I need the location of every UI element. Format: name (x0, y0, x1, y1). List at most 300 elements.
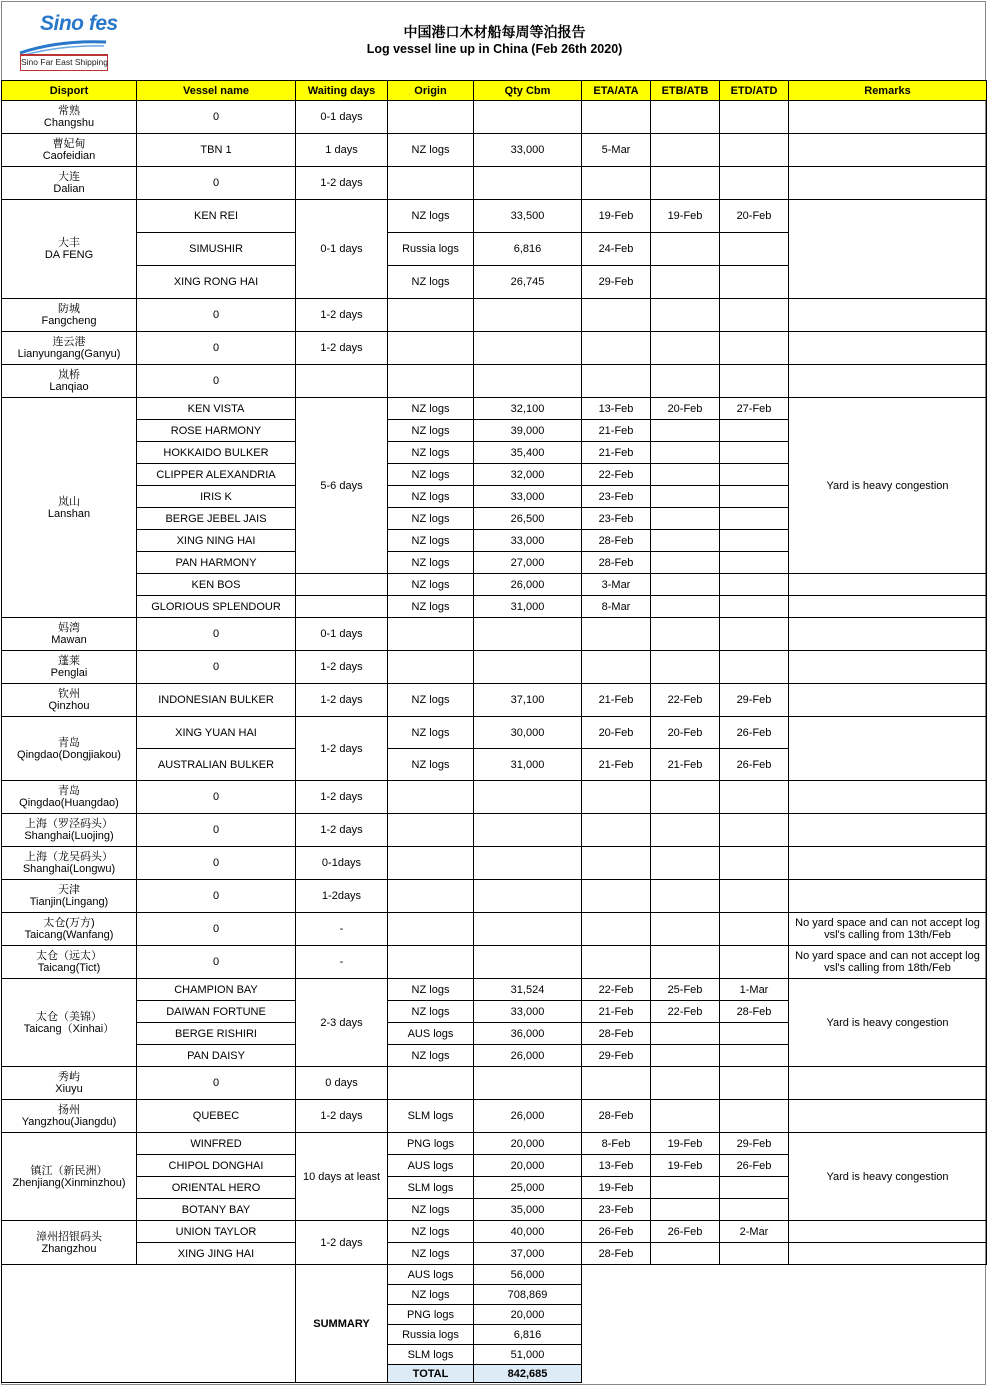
origin-cell (388, 167, 474, 200)
eta-cell: 28-Feb (582, 552, 651, 574)
waiting-days-cell: 0-1days (296, 847, 388, 880)
qty-cell: 33,000 (474, 486, 582, 508)
etd-cell (720, 946, 789, 979)
waiting-days-cell: 0-1 days (296, 101, 388, 134)
eta-cell: 13-Feb (582, 398, 651, 420)
etd-cell: 1-Mar (720, 979, 789, 1001)
etb-cell (651, 233, 720, 266)
disport-name-en: Xiuyu (55, 1083, 83, 1095)
waiting-days-cell: 0-1 days (296, 618, 388, 651)
etd-cell (720, 1100, 789, 1133)
qty-cell: 36,000 (474, 1023, 582, 1045)
etb-cell (651, 464, 720, 486)
qty-cell: 32,000 (474, 464, 582, 486)
qty-cell: 33,000 (474, 1001, 582, 1023)
waiting-days-cell: 1-2 days (296, 781, 388, 814)
disport-cell (2, 880, 137, 913)
col-header-etb: ETB/ATB (651, 81, 720, 101)
qty-cell: 26,745 (474, 266, 582, 299)
disport-cell (2, 1221, 137, 1265)
remarks-cell (789, 134, 987, 167)
summary-total-label: TOTAL (388, 1365, 474, 1383)
eta-cell: 22-Feb (582, 464, 651, 486)
summary-origin: PNG logs (388, 1305, 474, 1325)
col-header-remarks: Remarks (789, 81, 987, 101)
etd-cell (720, 1067, 789, 1100)
disport-name-en: Mawan (51, 634, 87, 646)
table-row (2, 101, 987, 134)
table-row (2, 717, 987, 749)
disport-cell (2, 134, 137, 167)
etb-cell (651, 486, 720, 508)
disport-name-en: Qingdao(Huangdao) (19, 797, 119, 809)
disport-name-cn: 大丰 (58, 237, 80, 249)
origin-cell (388, 880, 474, 913)
qty-cell: 26,000 (474, 1100, 582, 1133)
waiting-days-cell: 1 days (296, 134, 388, 167)
summary-row (2, 1265, 987, 1285)
etd-cell (720, 332, 789, 365)
vessel-name-cell: KEN VISTA (137, 398, 296, 420)
remarks-cell (789, 1100, 987, 1133)
etb-cell (651, 332, 720, 365)
disport-name-cn: 防城 (58, 303, 80, 315)
eta-cell (582, 781, 651, 814)
vessel-name-cell: CHAMPION BAY (137, 979, 296, 1001)
eta-cell: 3-Mar (582, 574, 651, 596)
eta-cell: 19-Feb (582, 1177, 651, 1199)
remarks-cell (789, 167, 987, 200)
disport-name-cn: 上海（罗泾码头） (25, 818, 113, 830)
eta-cell: 21-Feb (582, 1001, 651, 1023)
etb-cell: 21-Feb (651, 749, 720, 781)
disport-name-cn: 妈湾 (58, 622, 80, 634)
etd-cell (720, 651, 789, 684)
vessel-name-cell: BERGE JEBEL JAIS (137, 508, 296, 530)
vessel-name-cell: HOKKAIDO BULKER (137, 442, 296, 464)
qty-cell (474, 1067, 582, 1100)
qty-cell: 20,000 (474, 1133, 582, 1155)
vessel-name-cell: 0 (137, 814, 296, 847)
qty-cell (474, 618, 582, 651)
remarks-cell: Yard is heavy congestion (789, 979, 987, 1067)
remarks-cell (789, 814, 987, 847)
waiting-days-cell: 1-2 days (296, 651, 388, 684)
disport-name-en: Taicang(Wanfang) (24, 929, 114, 941)
eta-cell (582, 101, 651, 134)
waiting-days-cell: 0-1 days (296, 200, 388, 299)
table-row (2, 332, 987, 365)
etb-cell (651, 781, 720, 814)
disport-name-en: Lanqiao (49, 381, 89, 393)
origin-cell: NZ logs (388, 1221, 474, 1243)
disport-name-cn: 漳州招银码头 (36, 1230, 102, 1243)
etb-cell (651, 508, 720, 530)
remarks-cell (789, 574, 987, 596)
origin-cell: NZ logs (388, 464, 474, 486)
etb-cell: 22-Feb (651, 684, 720, 717)
remarks-cell (789, 880, 987, 913)
disport-name-cn: 青岛 (58, 785, 80, 797)
eta-cell (582, 946, 651, 979)
disport-name-en: Caofeidian (42, 150, 96, 162)
disport-cell (2, 101, 137, 134)
etb-cell: 26-Feb (651, 1221, 720, 1243)
waiting-days-cell: 1-2days (296, 880, 388, 913)
origin-cell (388, 651, 474, 684)
disport-name-en: Dalian (53, 183, 85, 195)
origin-cell (388, 814, 474, 847)
etb-cell (651, 552, 720, 574)
summary-origin: AUS logs (388, 1265, 474, 1285)
eta-cell: 24-Feb (582, 233, 651, 266)
waiting-days-cell: - (296, 946, 388, 979)
summary-origin: NZ logs (388, 1285, 474, 1305)
remarks-cell (789, 1221, 987, 1243)
disport-name-en: Penglai (50, 667, 88, 679)
vessel-name-cell: GLORIOUS SPLENDOUR (137, 596, 296, 618)
disport-cell (2, 1100, 137, 1133)
disport-cell (2, 946, 137, 979)
table-row (2, 913, 987, 946)
etd-cell: 26-Feb (720, 717, 789, 749)
table-row (2, 596, 987, 618)
waiting-days-cell: 0 days (296, 1067, 388, 1100)
vessel-name-cell: XING NING HAI (137, 530, 296, 552)
table-row (2, 781, 987, 814)
qty-cell (474, 946, 582, 979)
origin-cell (388, 1067, 474, 1100)
table-row (2, 134, 987, 167)
vessel-name-cell: 0 (137, 101, 296, 134)
origin-cell: AUS logs (388, 1023, 474, 1045)
etd-cell (720, 530, 789, 552)
vessel-name-cell: IRIS K (137, 486, 296, 508)
summary-spacer (2, 1265, 296, 1383)
etd-cell (720, 1045, 789, 1067)
qty-cell: 35,000 (474, 1199, 582, 1221)
etb-cell (651, 299, 720, 332)
eta-cell: 21-Feb (582, 749, 651, 781)
waiting-days-cell (296, 596, 388, 618)
disport-name-cn: 太仓（远太） (36, 950, 102, 962)
etd-cell (720, 574, 789, 596)
etd-cell (720, 233, 789, 266)
vessel-name-cell: QUEBEC (137, 1100, 296, 1133)
etb-cell: 20-Feb (651, 398, 720, 420)
remarks-cell: Yard is heavy congestion (789, 398, 987, 574)
etb-cell: 22-Feb (651, 1001, 720, 1023)
etb-cell (651, 1023, 720, 1045)
disport-cell (2, 913, 137, 946)
disport-cell (2, 200, 137, 299)
vessel-name-cell: 0 (137, 847, 296, 880)
etd-cell: 2-Mar (720, 1221, 789, 1243)
summary-qty: 708,869 (474, 1285, 582, 1305)
waiting-days-cell: 1-2 days (296, 299, 388, 332)
disport-name-cn: 天津 (58, 884, 80, 896)
report-title-en: Log vessel line up in China (Feb 26th 2020) (366, 42, 623, 56)
origin-cell: NZ logs (388, 717, 474, 749)
origin-cell: NZ logs (388, 684, 474, 717)
disport-name-cn: 岚桥 (58, 369, 80, 381)
etd-cell (720, 618, 789, 651)
origin-cell: NZ logs (388, 442, 474, 464)
vessel-name-cell: AUSTRALIAN BULKER (137, 749, 296, 781)
disport-name-cn: 岚山 (58, 495, 80, 508)
eta-cell: 13-Feb (582, 1155, 651, 1177)
qty-cell: 26,500 (474, 508, 582, 530)
origin-cell (388, 946, 474, 979)
waiting-days-cell: 1-2 days (296, 1221, 388, 1265)
remarks-cell (789, 596, 987, 618)
summary-label: SUMMARY (296, 1265, 388, 1383)
remarks-cell (789, 651, 987, 684)
vessel-name-cell: XING RONG HAI (137, 266, 296, 299)
etd-cell (720, 134, 789, 167)
origin-cell: NZ logs (388, 530, 474, 552)
table-row (2, 684, 987, 717)
qty-cell: 35,400 (474, 442, 582, 464)
qty-cell (474, 847, 582, 880)
eta-cell (582, 167, 651, 200)
logo-wordmark: Sino fes (40, 12, 118, 35)
qty-cell: 33,500 (474, 200, 582, 233)
origin-cell (388, 847, 474, 880)
remarks-cell (789, 365, 987, 398)
eta-cell (582, 880, 651, 913)
waiting-days-cell: 2-3 days (296, 979, 388, 1067)
eta-cell: 23-Feb (582, 508, 651, 530)
etd-cell (720, 1023, 789, 1045)
eta-cell: 23-Feb (582, 486, 651, 508)
origin-cell: NZ logs (388, 508, 474, 530)
disport-name-cn: 蓬莱 (58, 655, 80, 667)
vessel-name-cell: ORIENTAL HERO (137, 1177, 296, 1199)
disport-name-en: Zhangzhou (41, 1242, 97, 1255)
table-row (2, 1221, 987, 1243)
etd-cell: 29-Feb (720, 1133, 789, 1155)
remarks-cell (789, 781, 987, 814)
disport-cell (2, 979, 137, 1067)
col-header-disport: Disport (2, 81, 137, 101)
etb-cell: 19-Feb (651, 200, 720, 233)
remarks-cell (789, 1067, 987, 1100)
etb-cell: 20-Feb (651, 717, 720, 749)
remarks-cell (789, 200, 987, 299)
vessel-name-cell: 0 (137, 913, 296, 946)
eta-cell: 28-Feb (582, 1100, 651, 1133)
vessel-name-cell: TBN 1 (137, 134, 296, 167)
origin-cell (388, 365, 474, 398)
eta-cell: 21-Feb (582, 442, 651, 464)
qty-cell (474, 880, 582, 913)
eta-cell (582, 913, 651, 946)
disport-cell (2, 814, 137, 847)
disport-cell (2, 365, 137, 398)
eta-cell: 21-Feb (582, 420, 651, 442)
vessel-name-cell: KEN BOS (137, 574, 296, 596)
etb-cell (651, 1100, 720, 1133)
etd-cell (720, 365, 789, 398)
qty-cell (474, 913, 582, 946)
summary-blank (582, 1265, 987, 1383)
waiting-days-cell: 1-2 days (296, 814, 388, 847)
vessel-name-cell: PAN DAISY (137, 1045, 296, 1067)
summary-qty: 51,000 (474, 1345, 582, 1365)
etd-cell (720, 464, 789, 486)
etb-cell (651, 1177, 720, 1199)
waiting-days-cell: 1-2 days (296, 684, 388, 717)
vessel-name-cell: XING YUAN HAI (137, 717, 296, 749)
qty-cell (474, 781, 582, 814)
etb-cell (651, 880, 720, 913)
eta-cell: 28-Feb (582, 1243, 651, 1265)
etd-cell (720, 913, 789, 946)
remarks-cell (789, 717, 987, 781)
eta-cell: 22-Feb (582, 979, 651, 1001)
disport-name-cn: 太仓(万方) (43, 917, 95, 929)
disport-name-en: Zhenjiang(Xinminzhou) (12, 1176, 126, 1189)
qty-cell (474, 101, 582, 134)
disport-cell (2, 332, 137, 365)
table-row (2, 167, 987, 200)
summary-origin: Russia logs (388, 1325, 474, 1345)
qty-cell: 6,816 (474, 233, 582, 266)
qty-cell: 20,000 (474, 1155, 582, 1177)
disport-name-en: Lianyungang(Ganyu) (17, 348, 121, 360)
etd-cell (720, 596, 789, 618)
vessel-name-cell: 0 (137, 880, 296, 913)
eta-cell (582, 847, 651, 880)
disport-name-en: Fangcheng (41, 315, 97, 327)
disport-name-cn: 钦州 (58, 688, 80, 700)
vessel-name-cell: KEN REI (137, 200, 296, 233)
origin-cell (388, 332, 474, 365)
logo-subtitle: Sino Far East Shipping (20, 54, 108, 71)
qty-cell: 31,524 (474, 979, 582, 1001)
summary-qty: 20,000 (474, 1305, 582, 1325)
disport-name-cn: 上海（龙吴码头） (25, 851, 113, 863)
vessel-name-cell: DAIWAN FORTUNE (137, 1001, 296, 1023)
etd-cell (720, 880, 789, 913)
etb-cell (651, 1243, 720, 1265)
summary-origin: SLM logs (388, 1345, 474, 1365)
qty-cell (474, 299, 582, 332)
remarks-cell: No yard space and can not accept log vsl's calling from 13th/Feb (789, 913, 987, 946)
origin-cell: NZ logs (388, 486, 474, 508)
etb-cell (651, 101, 720, 134)
vessel-name-cell: 0 (137, 946, 296, 979)
qty-cell: 31,000 (474, 596, 582, 618)
disport-name-cn: 扬州 (58, 1104, 80, 1116)
waiting-days-cell (296, 574, 388, 596)
lineup-body (2, 101, 987, 1265)
etd-cell (720, 552, 789, 574)
qty-cell: 33,000 (474, 134, 582, 167)
etd-cell (720, 1199, 789, 1221)
origin-cell: Russia logs (388, 233, 474, 266)
etb-cell: 19-Feb (651, 1133, 720, 1155)
waiting-days-cell: - (296, 913, 388, 946)
origin-cell: AUS logs (388, 1155, 474, 1177)
summary-total-qty: 842,685 (474, 1365, 582, 1383)
qty-cell: 33,000 (474, 530, 582, 552)
vessel-name-cell: 0 (137, 299, 296, 332)
qty-cell: 27,000 (474, 552, 582, 574)
etd-cell (720, 847, 789, 880)
etd-cell (720, 299, 789, 332)
etd-cell (720, 781, 789, 814)
remarks-cell (789, 618, 987, 651)
col-header-vessel: Vessel name (137, 81, 296, 101)
etb-cell (651, 596, 720, 618)
col-header-eta: ETA/ATA (582, 81, 651, 101)
waiting-days-cell: 5-6 days (296, 398, 388, 574)
vessel-name-cell: BERGE RISHIRI (137, 1023, 296, 1045)
summary-body (2, 1265, 987, 1383)
qty-cell: 26,000 (474, 574, 582, 596)
eta-cell: 20-Feb (582, 717, 651, 749)
disport-name-cn: 镇江（新民洲） (30, 1164, 108, 1177)
table-row (2, 200, 987, 233)
disport-name-en: Lanshan (47, 507, 91, 520)
qty-cell: 39,000 (474, 420, 582, 442)
disport-name-en: Shanghai(Luojing) (24, 830, 114, 842)
disport-name-cn: 青岛 (58, 736, 80, 749)
eta-cell: 21-Feb (582, 684, 651, 717)
disport-cell (2, 781, 137, 814)
origin-cell: NZ logs (388, 552, 474, 574)
etd-cell: 20-Feb (720, 200, 789, 233)
disport-cell (2, 717, 137, 781)
table-row (2, 1067, 987, 1100)
etd-cell: 26-Feb (720, 749, 789, 781)
table-header-row (2, 81, 987, 101)
origin-cell (388, 781, 474, 814)
vessel-name-cell: XING JING HAI (137, 1243, 296, 1265)
eta-cell: 19-Feb (582, 200, 651, 233)
eta-cell: 5-Mar (582, 134, 651, 167)
disport-name-en: Shanghai(Longwu) (22, 863, 116, 875)
waiting-days-cell: 1-2 days (296, 717, 388, 781)
etb-cell (651, 814, 720, 847)
table-row (2, 1100, 987, 1133)
remarks-cell (789, 101, 987, 134)
disport-cell (2, 847, 137, 880)
etd-cell: 28-Feb (720, 1001, 789, 1023)
disport-name-en: Taicang（Xinhai） (23, 1022, 115, 1035)
vessel-name-cell: INDONESIAN BULKER (137, 684, 296, 717)
disport-cell (2, 1133, 137, 1221)
etb-cell (651, 1067, 720, 1100)
origin-cell: NZ logs (388, 134, 474, 167)
origin-cell: NZ logs (388, 1001, 474, 1023)
table-row (2, 979, 987, 1001)
remarks-cell (789, 847, 987, 880)
vessel-name-cell: CHIPOL DONGHAI (137, 1155, 296, 1177)
eta-cell (582, 1067, 651, 1100)
eta-cell: 29-Feb (582, 1045, 651, 1067)
vessel-lineup-table (1, 80, 987, 1383)
etb-cell (651, 530, 720, 552)
eta-cell: 28-Feb (582, 1023, 651, 1045)
col-header-origin: Origin (388, 81, 474, 101)
etb-cell (651, 134, 720, 167)
vessel-name-cell: 0 (137, 167, 296, 200)
etb-cell (651, 574, 720, 596)
etd-cell (720, 814, 789, 847)
